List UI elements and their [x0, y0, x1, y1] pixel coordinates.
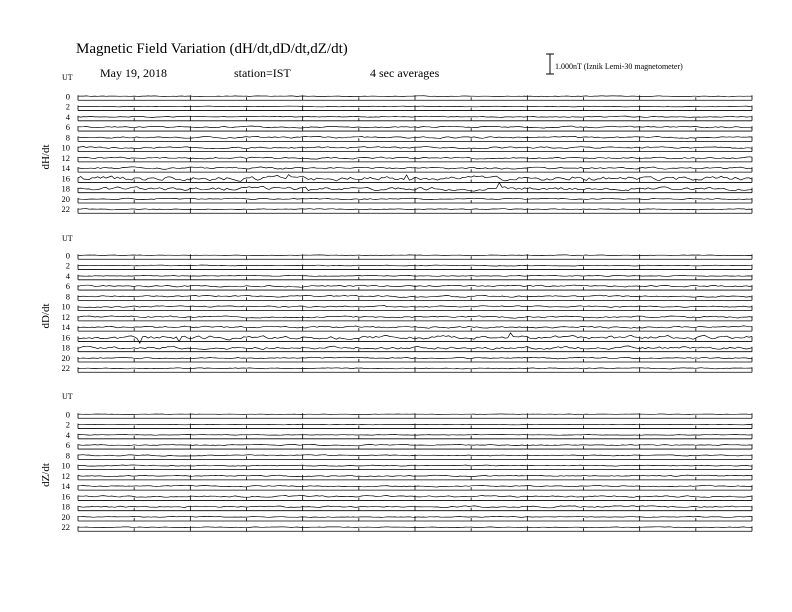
row-label-22: 22 — [61, 363, 70, 374]
chart-station: station=IST — [234, 66, 291, 80]
row-label-18: 18 — [61, 183, 70, 194]
row-label-20: 20 — [61, 352, 70, 363]
row-label-12: 12 — [61, 470, 70, 481]
row-label-14: 14 — [61, 322, 70, 333]
row-label-8: 8 — [65, 132, 70, 143]
row-label-12: 12 — [61, 152, 70, 163]
row-label-18: 18 — [61, 501, 70, 512]
panel-ylabel: dZ/dt — [40, 463, 52, 487]
row-label-22: 22 — [61, 204, 70, 215]
row-label-6: 6 — [65, 440, 70, 451]
chart-title: Magnetic Field Variation (dH/dt,dD/dt,dZ/dt) — [76, 41, 348, 57]
ut-label: UT — [62, 73, 73, 82]
trace-dH-dt-18h — [78, 183, 752, 192]
scale-label: 1.000nT (Iznik Lemi-30 magnetometer) — [555, 62, 683, 71]
panel-dD-dt — [40, 234, 752, 373]
row-label-0: 0 — [65, 409, 70, 420]
row-label-10: 10 — [61, 460, 70, 471]
row-label-0: 0 — [65, 91, 70, 102]
trace-dD-dt-0h — [78, 255, 752, 256]
panel-ylabel: dH/dt — [40, 144, 52, 170]
row-label-4: 4 — [65, 270, 70, 281]
row-label-2: 2 — [65, 101, 70, 112]
ut-label: UT — [62, 234, 73, 243]
trace-dZ-dt-0h — [78, 414, 752, 415]
row-label-18: 18 — [61, 342, 70, 353]
row-label-22: 22 — [61, 522, 70, 533]
trace-dZ-dt-2h — [78, 424, 752, 425]
row-label-20: 20 — [61, 193, 70, 204]
row-label-14: 14 — [61, 163, 70, 174]
ut-label: UT — [62, 392, 73, 401]
row-label-6: 6 — [65, 281, 70, 292]
panel-dH-dt — [40, 73, 752, 214]
row-label-16: 16 — [61, 173, 70, 184]
row-label-4: 4 — [65, 111, 70, 122]
row-label-2: 2 — [65, 419, 70, 430]
row-label-16: 16 — [61, 332, 70, 343]
row-label-2: 2 — [65, 260, 70, 271]
panel-ylabel: dD/dt — [40, 303, 52, 329]
row-label-10: 10 — [61, 142, 70, 153]
chart-date: May 19, 2018 — [100, 66, 167, 80]
row-label-8: 8 — [65, 291, 70, 302]
chart-averaging: 4 sec averages — [370, 66, 440, 80]
row-label-10: 10 — [61, 301, 70, 312]
scale-bar — [546, 54, 554, 74]
row-label-6: 6 — [65, 122, 70, 133]
panels — [40, 73, 752, 532]
row-label-4: 4 — [65, 429, 70, 440]
row-label-16: 16 — [61, 491, 70, 502]
row-label-20: 20 — [61, 511, 70, 522]
panel-dZ-dt — [40, 392, 752, 532]
row-label-8: 8 — [65, 450, 70, 461]
row-label-0: 0 — [65, 250, 70, 261]
row-label-12: 12 — [61, 311, 70, 322]
row-label-14: 14 — [61, 481, 70, 492]
